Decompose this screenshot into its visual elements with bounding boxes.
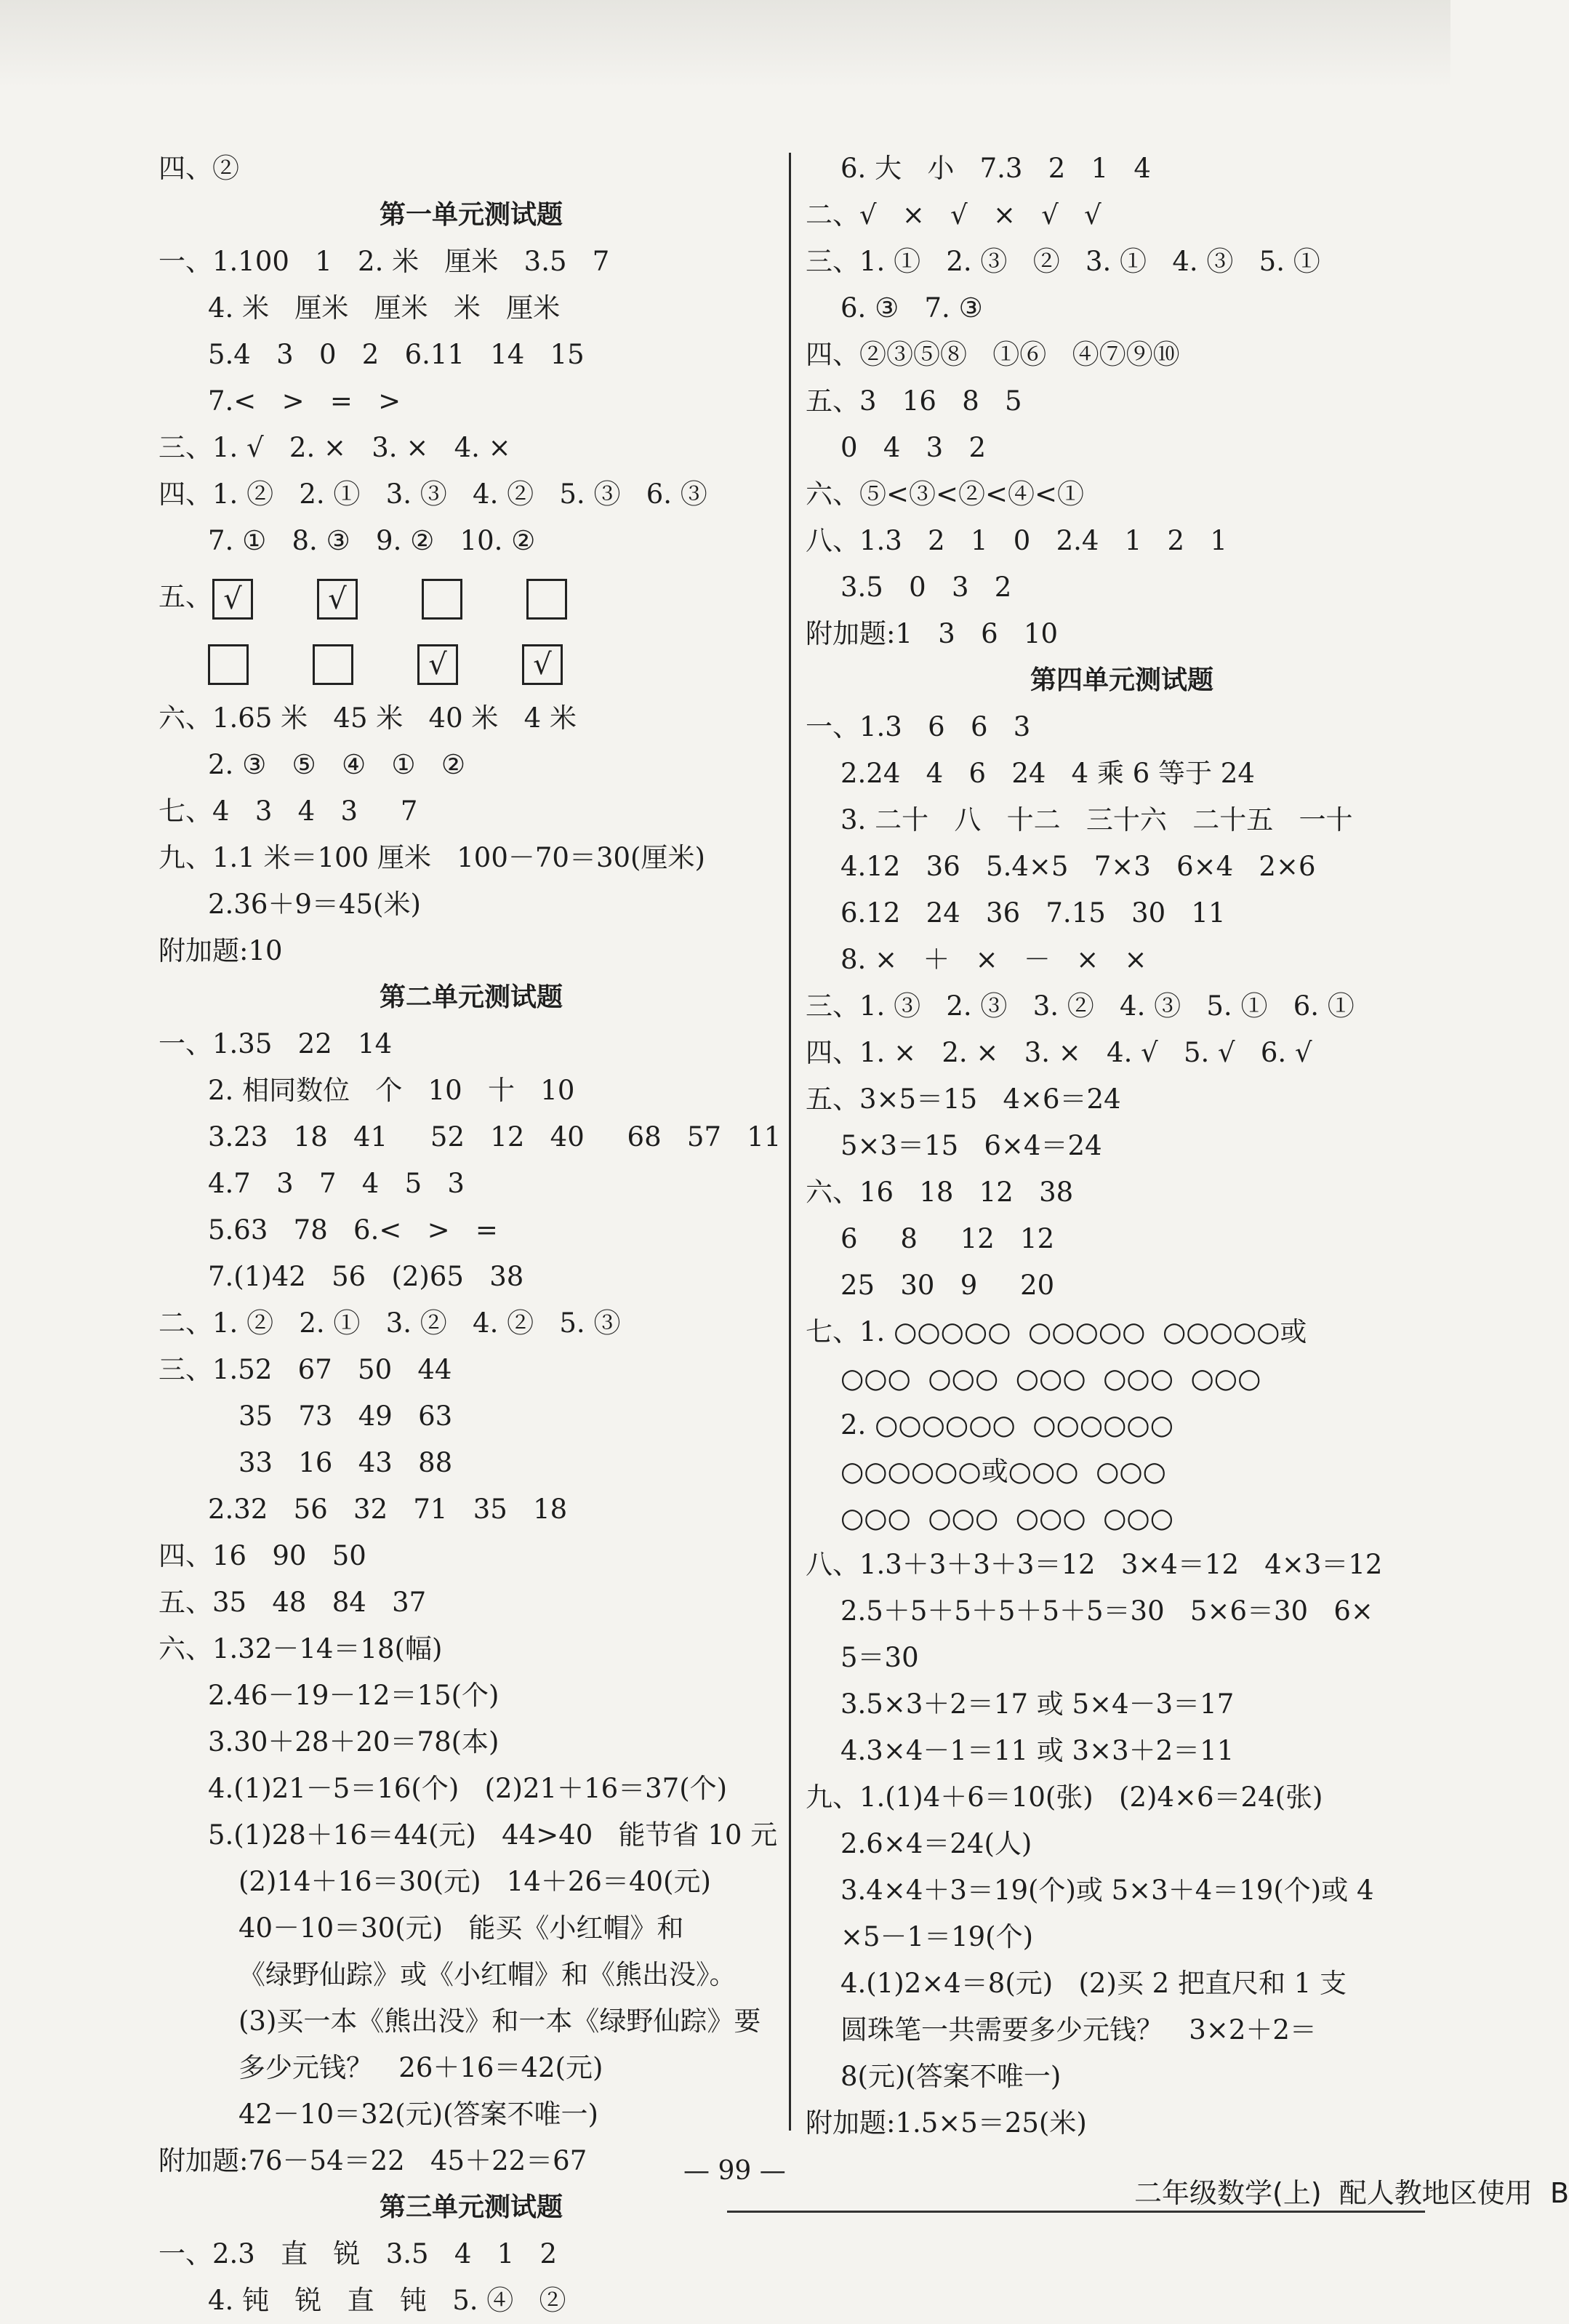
answer-text: 第二单元测试题 bbox=[379, 982, 563, 1012]
page-number: — 99 — bbox=[683, 2156, 786, 2186]
answer-text: 2.32 56 32 71 35 18 bbox=[208, 1494, 568, 1525]
answer-line bbox=[158, 564, 784, 630]
answer-text: 5.63 78 6.< > = bbox=[208, 1214, 498, 1246]
answer-text: 一、1.100 1 2. 米 厘米 3.5 7 bbox=[158, 246, 610, 277]
answer-line bbox=[158, 928, 784, 974]
answer-text: 四、②③⑤⑧ ①⑥ ④⑦⑨⑩ bbox=[806, 339, 1180, 370]
answer-text: 5.(1)28＋16＝44(元) 44>40 能节省 10 元 bbox=[208, 1819, 778, 1851]
answer-line bbox=[158, 518, 784, 564]
answer-text: 2. ○○○○○○ ○○○○○○ bbox=[840, 1409, 1174, 1441]
answer-text: 二、1. ② 2. ① 3. ② 4. ② 5. ③ bbox=[158, 1307, 621, 1339]
answer-text: 5.4 3 0 2 6.11 14 15 bbox=[208, 339, 585, 370]
answer-text: 4.7 3 7 4 5 3 bbox=[208, 1168, 465, 1199]
answer-text: 八、1.3 2 1 0 2.4 1 2 1 bbox=[806, 525, 1227, 556]
answer-line bbox=[806, 285, 1438, 332]
answer-text: 六、1.32－14＝18(幅) bbox=[158, 1633, 443, 1664]
answer-line bbox=[806, 425, 1438, 471]
answer-line bbox=[158, 1393, 784, 1440]
answer-text: 6 8 12 12 bbox=[840, 1223, 1055, 1254]
footer-label: 二年级数学(上) 配人教地区使用 B bbox=[1134, 2177, 1569, 2209]
answer-line bbox=[806, 1076, 1438, 1123]
answer-line bbox=[158, 1207, 784, 1254]
footer-rule bbox=[727, 2211, 1425, 2213]
answer-line bbox=[806, 1728, 1438, 1774]
answer-line bbox=[158, 1440, 784, 1486]
answer-text: 5×3＝15 6×4＝24 bbox=[840, 1130, 1102, 1161]
answer-line bbox=[806, 1821, 1438, 1867]
answer-text: 4.(1)2×4＝8(元) (2)买 2 把直尺和 1 支 bbox=[840, 1968, 1347, 1999]
left-column bbox=[158, 145, 784, 2324]
answer-line bbox=[806, 1169, 1438, 1216]
answer-text: 二、√ × √ × √ √ bbox=[806, 199, 1101, 231]
answer-text: ○○○ ○○○ ○○○ ○○○ ○○○ bbox=[840, 1363, 1261, 1394]
answer-text: 四、16 90 50 bbox=[158, 1540, 366, 1571]
answer-line bbox=[158, 471, 784, 518]
answer-text: 第四单元测试题 bbox=[1030, 665, 1213, 695]
answer-line bbox=[806, 890, 1438, 937]
answer-line bbox=[806, 1774, 1438, 1821]
answer-line bbox=[158, 1998, 784, 2045]
answer-line bbox=[158, 1021, 784, 1067]
answer-line bbox=[806, 1355, 1438, 1402]
answer-line bbox=[806, 1635, 1438, 1681]
section-heading bbox=[158, 974, 784, 1021]
answer-line bbox=[806, 564, 1438, 611]
answer-text: 一、1.35 22 14 bbox=[158, 1028, 393, 1059]
answer-line bbox=[806, 2053, 1438, 2100]
answer-line bbox=[158, 1672, 784, 1719]
answer-line bbox=[806, 750, 1438, 797]
answer-line bbox=[158, 1952, 784, 1998]
empty-box bbox=[313, 644, 353, 685]
answer-line bbox=[806, 2007, 1438, 2053]
section-heading bbox=[158, 2184, 784, 2231]
scan-shadow bbox=[0, 0, 1450, 87]
answer-text: 3.5×3＋2＝17 或 5×4－3＝17 bbox=[840, 1688, 1235, 1720]
answer-text: 5＝30 bbox=[840, 1642, 919, 1673]
empty-box bbox=[208, 644, 249, 685]
checked-box: √ bbox=[317, 579, 358, 620]
answer-line bbox=[158, 2091, 784, 2138]
answer-text: 九、1.1 米＝100 厘米 100－70＝30(厘米) bbox=[158, 842, 705, 873]
answer-line bbox=[806, 1542, 1438, 1588]
answer-line bbox=[806, 1681, 1438, 1728]
answer-text: 7.< > = > bbox=[208, 385, 401, 417]
answer-text: 五、3×5＝15 4×6＝24 bbox=[806, 1083, 1121, 1115]
answer-line bbox=[158, 1812, 784, 1859]
answer-line bbox=[158, 1719, 784, 1766]
answer-line bbox=[158, 1067, 784, 1114]
answer-line bbox=[806, 1262, 1438, 1309]
answer-text: 第一单元测试题 bbox=[379, 200, 563, 230]
answer-text: 五、35 48 84 37 bbox=[158, 1587, 427, 1618]
answer-text: 2.24 4 6 24 4 乘 6 等于 24 bbox=[840, 758, 1255, 789]
answer-text: 33 16 43 88 bbox=[238, 1447, 453, 1478]
answer-text: 4. 钝 锐 直 钝 5. ④ ② bbox=[208, 2285, 566, 2316]
answer-text: 七、4 3 4 3 7 bbox=[158, 796, 418, 827]
answer-line bbox=[158, 1579, 784, 1626]
answer-text: 三、1.52 67 50 44 bbox=[158, 1354, 452, 1385]
answer-text: 八、1.3＋3＋3＋3＝12 3×4＝12 4×3＝12 bbox=[806, 1549, 1383, 1580]
answer-text: 3.4×4＋3＝19(个)或 5×3＋4＝19(个)或 4 bbox=[840, 1875, 1374, 1906]
answer-text: 6. 大 小 7.3 2 1 4 bbox=[840, 153, 1151, 184]
column-divider bbox=[789, 153, 791, 2131]
answer-line bbox=[158, 332, 784, 378]
answer-line bbox=[158, 1347, 784, 1393]
answer-text: 2.46－19－12＝15(个) bbox=[208, 1680, 499, 1711]
answer-line bbox=[806, 2100, 1438, 2147]
answer-line bbox=[158, 695, 784, 742]
answer-text: 六、⑤<③<②<④<① bbox=[806, 478, 1085, 510]
answer-line bbox=[158, 2045, 784, 2091]
answer-text: ○○○○○○或○○○ ○○○ bbox=[840, 1456, 1166, 1487]
answer-line bbox=[158, 2277, 784, 2324]
answer-line bbox=[158, 1300, 784, 1347]
answer-text: 一、2.3 直 锐 3.5 4 1 2 bbox=[158, 2238, 558, 2269]
answer-line bbox=[806, 1216, 1438, 1262]
answer-line bbox=[806, 239, 1438, 285]
answer-line bbox=[806, 1495, 1438, 1542]
answer-line bbox=[806, 471, 1438, 518]
answer-line bbox=[158, 835, 784, 881]
answer-text: 附加题:1 3 6 10 bbox=[806, 618, 1059, 649]
answer-line bbox=[806, 192, 1438, 239]
empty-box bbox=[526, 579, 567, 620]
answer-line bbox=[806, 1588, 1438, 1635]
answer-text: (2)14＋16＝30(元) 14＋26＝40(元) bbox=[238, 1866, 711, 1897]
answer-text: 七、1. ○○○○○ ○○○○○ ○○○○○或 bbox=[806, 1316, 1307, 1347]
answer-text: 九、1.(1)4＋6＝10(张) (2)4×6＝24(张) bbox=[806, 1782, 1323, 1813]
answer-text: 四、② bbox=[158, 153, 239, 184]
answer-line bbox=[806, 1309, 1438, 1355]
answer-line bbox=[158, 630, 784, 695]
answer-text: 25 30 9 20 bbox=[840, 1270, 1055, 1301]
answer-line bbox=[806, 378, 1438, 425]
section-heading bbox=[806, 657, 1438, 704]
answer-text: 《绿野仙踪》或《小红帽》和《熊出没》。 bbox=[238, 1959, 737, 1990]
answer-line bbox=[158, 1766, 784, 1812]
answer-text: 7.(1)42 56 (2)65 38 bbox=[208, 1261, 524, 1292]
answer-text: 0 4 3 2 bbox=[840, 432, 987, 463]
answer-line bbox=[806, 1030, 1438, 1076]
answer-text: ×5－1＝19(个) bbox=[840, 1921, 1034, 1952]
answer-line bbox=[806, 937, 1438, 983]
answer-text: 第三单元测试题 bbox=[379, 2192, 563, 2222]
answer-text: 2. ③ ⑤ ④ ① ② bbox=[208, 749, 466, 780]
answer-text: 7. ① 8. ③ 9. ② 10. ② bbox=[208, 525, 536, 556]
answer-text: 2. 相同数位 个 10 十 10 bbox=[208, 1075, 575, 1106]
answer-text: 2.5＋5＋5＋5＋5＋5＝30 5×6＝30 6× bbox=[840, 1595, 1373, 1627]
answer-text: 4. 米 厘米 厘米 米 厘米 bbox=[208, 292, 561, 324]
answer-line bbox=[806, 1914, 1438, 1960]
empty-box bbox=[422, 579, 462, 620]
answer-line bbox=[158, 239, 784, 285]
answer-text: 8. × ＋ × － × × bbox=[840, 944, 1147, 975]
right-column bbox=[806, 145, 1438, 2147]
answer-text: 6.12 24 36 7.15 30 11 bbox=[840, 897, 1226, 929]
answer-text: 附加题:1.5×5＝25(米) bbox=[806, 2107, 1087, 2139]
answer-text: 4.12 36 5.4×5 7×3 6×4 2×6 bbox=[840, 851, 1316, 882]
answer-line bbox=[158, 1114, 784, 1161]
checked-box: √ bbox=[212, 579, 253, 620]
answer-text: 40－10＝30(元) 能买《小红帽》和 bbox=[238, 1912, 684, 1944]
answer-text: 42－10＝32(元)(答案不唯一) bbox=[238, 2099, 598, 2130]
answer-line bbox=[806, 1123, 1438, 1169]
answer-line bbox=[158, 1905, 784, 1952]
answer-text: 五、 bbox=[158, 581, 212, 612]
answer-text: 2.6×4＝24(人) bbox=[840, 1828, 1032, 1859]
answer-text: (3)买一本《熊出没》和一本《绿野仙踪》要 bbox=[238, 2006, 761, 2037]
answer-text: 四、1. ② 2. ① 3. ③ 4. ② 5. ③ 6. ③ bbox=[158, 478, 707, 510]
answer-text: 8(元)(答案不唯一) bbox=[840, 2061, 1062, 2092]
answer-text: 3.30＋28＋20＝78(本) bbox=[208, 1726, 499, 1758]
answer-line bbox=[158, 1161, 784, 1207]
answer-line bbox=[806, 518, 1438, 564]
answer-line bbox=[806, 1867, 1438, 1914]
answer-line bbox=[806, 1402, 1438, 1449]
answer-line bbox=[806, 704, 1438, 750]
answer-text: 三、1. ③ 2. ③ 3. ② 4. ③ 5. ① 6. ① bbox=[806, 990, 1355, 1022]
answer-line bbox=[806, 844, 1438, 890]
answer-line bbox=[158, 1626, 784, 1672]
answer-text: 附加题:76－54＝22 45＋22＝67 bbox=[158, 2145, 587, 2176]
answer-text: 35 73 49 63 bbox=[238, 1401, 453, 1432]
answer-line bbox=[806, 145, 1438, 192]
answer-text: 四、1. × 2. × 3. × 4. √ 5. √ 6. √ bbox=[806, 1037, 1312, 1068]
answer-line bbox=[806, 611, 1438, 657]
answer-text: 三、1. ① 2. ③ ② 3. ① 4. ③ 5. ① bbox=[806, 246, 1320, 277]
answer-line bbox=[158, 1533, 784, 1579]
answer-line bbox=[158, 1859, 784, 1905]
answer-text: 4.(1)21－5＝16(个) (2)21＋16＝37(个) bbox=[208, 1773, 728, 1804]
answer-line bbox=[806, 983, 1438, 1030]
answer-text: ○○○ ○○○ ○○○ ○○○ bbox=[840, 1502, 1173, 1534]
answer-text: 2.36＋9＝45(米) bbox=[208, 889, 421, 920]
answer-line bbox=[158, 881, 784, 928]
answer-text: 三、1. √ 2. × 3. × 4. × bbox=[158, 432, 511, 463]
answer-text: 五、3 16 8 5 bbox=[806, 385, 1022, 417]
section-heading bbox=[158, 192, 784, 239]
answer-text: 附加题:10 bbox=[158, 935, 283, 966]
answer-text: 3.5 0 3 2 bbox=[840, 572, 1012, 603]
answer-line bbox=[158, 2231, 784, 2277]
answer-line bbox=[806, 1960, 1438, 2007]
checked-box: √ bbox=[417, 644, 458, 685]
checked-box: √ bbox=[522, 644, 563, 685]
answer-text: 多少元钱？ 26＋16＝42(元) bbox=[238, 2052, 603, 2083]
answer-line bbox=[158, 1254, 784, 1300]
answer-line bbox=[158, 1486, 784, 1533]
answer-text: 3.23 18 41 52 12 40 68 57 11 bbox=[208, 1121, 782, 1153]
answer-line bbox=[158, 145, 784, 192]
answer-line bbox=[158, 378, 784, 425]
answer-line bbox=[158, 788, 784, 835]
answer-text: 圆珠笔一共需要多少元钱？ 3×2＋2＝ bbox=[840, 2014, 1317, 2045]
answer-text: 六、16 18 12 38 bbox=[806, 1177, 1074, 1208]
answer-line bbox=[158, 285, 784, 332]
answer-line bbox=[158, 425, 784, 471]
answer-line bbox=[158, 742, 784, 788]
answer-text: 4.3×4－1＝11 或 3×3＋2＝11 bbox=[840, 1735, 1235, 1766]
answer-text: 六、1.65 米 45 米 40 米 4 米 bbox=[158, 702, 577, 734]
answer-line bbox=[806, 1449, 1438, 1495]
answer-text: 3. 二十 八 十二 三十六 二十五 一十 bbox=[840, 804, 1353, 836]
answer-line bbox=[806, 797, 1438, 844]
answer-text: 6. ③ 7. ③ bbox=[840, 292, 983, 324]
answer-line bbox=[806, 332, 1438, 378]
answer-text: 一、1.3 6 6 3 bbox=[806, 711, 1031, 742]
